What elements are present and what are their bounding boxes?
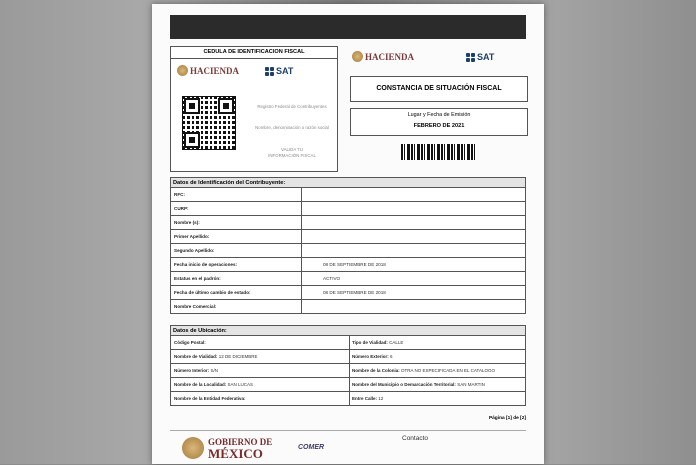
left-label: Nombre de Vialidad: xyxy=(174,354,217,359)
row-label: Nombre Comercial: xyxy=(174,304,216,309)
contacto-label: Contacto xyxy=(402,435,428,442)
left-label: Número Interior: xyxy=(174,368,209,373)
ubicacion-left-cell xyxy=(171,378,350,391)
row-label: RFC: xyxy=(174,192,185,197)
identificacion-row xyxy=(170,202,526,216)
right-value: 6 xyxy=(390,354,393,359)
header-bar xyxy=(170,15,526,39)
hacienda-logo-right xyxy=(352,51,414,62)
right-value: CALLE xyxy=(389,340,403,345)
right-label: Nombre de la Colonia: xyxy=(352,368,400,373)
cedula-title: CEDULA DE IDENTIFICACION FISCAL xyxy=(171,47,337,59)
right-label: Tipo de Vialidad: xyxy=(352,340,388,345)
row-label: Fecha inicio de operaciones: xyxy=(174,262,237,267)
right-label: Nombre del Municipio o Demarcación Territorial: xyxy=(352,382,456,387)
row-value: 08 DE SEPTIEMBRE DE 2018 xyxy=(323,290,386,295)
rfc-registry-label: Registro Federal de Contribuyentes xyxy=(253,104,331,110)
hacienda-logo xyxy=(177,65,239,76)
footer xyxy=(170,430,526,465)
identificacion-row xyxy=(170,230,526,244)
mexico-seal-icon xyxy=(182,437,204,459)
left-label: Nombre de la Localidad: xyxy=(174,382,226,387)
constancia-title: CONSTANCIA DE SITUACIÓN FISCAL xyxy=(351,77,527,101)
ubicacion-row xyxy=(170,336,526,350)
hacienda-text: HACIENDA xyxy=(190,66,239,76)
ubicacion-right-cell xyxy=(349,392,525,405)
seal-icon xyxy=(177,65,188,76)
ubicacion-row xyxy=(170,392,526,406)
sat-logo xyxy=(265,66,293,76)
seal-icon xyxy=(352,51,363,62)
row-value: ACTIVO xyxy=(323,276,340,281)
left-value: S/N xyxy=(211,368,219,373)
row-divider xyxy=(301,286,302,299)
right-value: SAN MARTIN xyxy=(457,382,485,387)
sat-logo-right xyxy=(466,52,494,62)
ubicacion-left-cell xyxy=(171,336,350,349)
row-divider xyxy=(301,202,302,215)
ubicacion-row xyxy=(170,364,526,378)
row-divider xyxy=(301,244,302,257)
sat-text-right: SAT xyxy=(477,52,494,62)
ubicacion-header: Datos de Ubicación: xyxy=(170,325,526,336)
ubicacion-row xyxy=(170,350,526,364)
left-value: SAN LUCAS xyxy=(228,382,254,387)
row-divider xyxy=(301,230,302,243)
lugar-fecha-label: Lugar y Fecha de Emisión xyxy=(351,112,527,118)
identificacion-row xyxy=(170,244,526,258)
fecha-emision: FEBRERO DE 2021 xyxy=(351,123,527,129)
ubicacion-left-cell xyxy=(171,392,350,405)
row-label: Estatus en el padrón: xyxy=(174,276,221,281)
identificacion-row xyxy=(170,286,526,300)
row-divider xyxy=(301,300,302,313)
qr-code xyxy=(182,96,236,150)
document-page xyxy=(152,4,544,464)
constancia-title-box xyxy=(350,76,528,102)
row-divider xyxy=(301,258,302,271)
row-divider xyxy=(301,216,302,229)
left-value: 12 DE DICIEMBRE xyxy=(219,354,258,359)
identificacion-row xyxy=(170,300,526,314)
comer-logo: COMER xyxy=(298,444,324,451)
identificacion-row xyxy=(170,216,526,230)
identificacion-row xyxy=(170,188,526,202)
mexico-text: MÉXICO xyxy=(208,448,272,459)
left-label: Código Postal: xyxy=(174,340,206,345)
row-divider xyxy=(301,272,302,285)
name-registry-label: Nombre, denominación o razón social xyxy=(253,125,331,131)
ubicacion-right-cell xyxy=(349,350,525,363)
row-label: Fecha de último cambio de estado: xyxy=(174,290,251,295)
identificacion-row xyxy=(170,258,526,272)
row-label: CURP: xyxy=(174,206,189,211)
ubicacion-right-cell xyxy=(349,378,525,391)
fecha-box xyxy=(350,108,528,136)
ubicacion-right-cell xyxy=(349,336,525,349)
hacienda-text-right: HACIENDA xyxy=(365,52,414,62)
right-label: Entre Calle: xyxy=(352,396,377,401)
gobierno-logo xyxy=(182,437,272,459)
row-label: Nombre (s): xyxy=(174,220,200,225)
identificacion-row xyxy=(170,272,526,286)
sat-icon xyxy=(466,53,475,62)
identificacion-header: Datos de Identificación del Contribuyente: xyxy=(170,177,526,188)
page-number: Página [1] de [2] xyxy=(489,416,526,421)
valida-label: VALIDA TU INFORMACIÓN FISCAL xyxy=(265,147,319,158)
row-label: Primer Apellido: xyxy=(174,234,209,239)
right-value: 12 xyxy=(378,396,383,401)
ubicacion-row xyxy=(170,378,526,392)
gobierno-text: GOBIERNO DE xyxy=(208,437,272,448)
row-value: 08 DE SEPTIEMBRE DE 2018 xyxy=(323,262,386,267)
sat-text: SAT xyxy=(276,66,293,76)
row-label: Segundo Apellido: xyxy=(174,248,214,253)
sat-icon xyxy=(265,67,274,76)
right-label: Número Exterior: xyxy=(352,354,389,359)
row-divider xyxy=(301,188,302,201)
right-value: OTRA NO ESPECIFICADA EN EL CATALOGO xyxy=(401,368,495,373)
ubicacion-left-cell xyxy=(171,350,350,363)
ubicacion-left-cell xyxy=(171,364,350,377)
barcode xyxy=(401,144,477,160)
ubicacion-right-cell xyxy=(349,364,525,377)
left-label: Nombre de la Entidad Federativa: xyxy=(174,396,246,401)
